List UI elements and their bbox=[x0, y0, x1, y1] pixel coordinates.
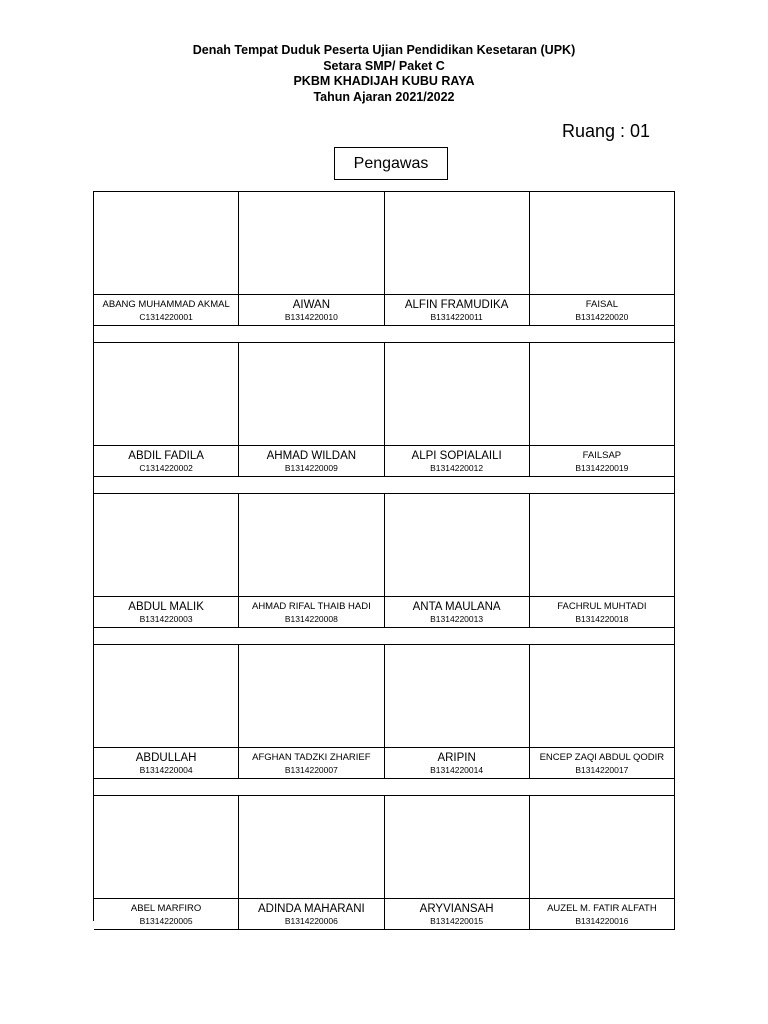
student-name: ABANG MUHAMMAD AKMAL bbox=[102, 298, 230, 310]
seat-info bbox=[94, 295, 239, 326]
seat-info bbox=[385, 446, 530, 477]
seat-photo-box bbox=[94, 645, 239, 748]
room-label: Ruang : 01 bbox=[562, 121, 651, 141]
student-id: C1314220002 bbox=[139, 462, 193, 473]
seat-photo-box bbox=[385, 796, 530, 899]
document-header bbox=[0, 43, 768, 105]
seat-photo-box bbox=[239, 796, 384, 899]
student-name: ABDUL MALIK bbox=[128, 600, 204, 613]
student-name: ARYVIANSAH bbox=[419, 902, 494, 915]
seat-info bbox=[239, 748, 384, 779]
seat-photo-box bbox=[94, 192, 239, 295]
seat-info bbox=[530, 446, 675, 477]
seat-info bbox=[94, 899, 239, 930]
student-id: B1314220015 bbox=[430, 915, 484, 926]
student-id: B1314220012 bbox=[430, 462, 484, 473]
seat-photo-box bbox=[94, 796, 239, 899]
student-name: AIWAN bbox=[292, 298, 331, 311]
seat-photo-box bbox=[530, 192, 675, 295]
student-id: B1314220017 bbox=[575, 764, 629, 775]
institution-name: PKBM KHADIJAH KUBU RAYA bbox=[293, 74, 475, 89]
student-name: ABDULLAH bbox=[135, 751, 197, 764]
seat-photo-box bbox=[385, 494, 530, 597]
seat-info bbox=[239, 295, 384, 326]
academic-year: Tahun Ajaran 2021/2022 bbox=[313, 89, 455, 104]
student-name: AFGHAN TADZKI ZHARIEF bbox=[252, 751, 371, 763]
student-name: FAILSAP bbox=[582, 449, 622, 461]
student-id: B1314220020 bbox=[575, 311, 629, 322]
document-title: Denah Tempat Duduk Peserta Ujian Pendidikan Kesetaran (UPK) bbox=[192, 43, 576, 57]
student-id: B1314220005 bbox=[139, 915, 193, 926]
student-name: ALPI SOPIALAILI bbox=[411, 449, 502, 462]
seat-photo-box bbox=[239, 192, 384, 295]
row-divider bbox=[94, 628, 675, 645]
document-level: Setara SMP/ Paket C bbox=[323, 58, 445, 73]
student-name: ARIPIN bbox=[437, 751, 476, 764]
student-id: B1314220007 bbox=[284, 764, 338, 775]
seat-info bbox=[239, 597, 384, 628]
student-name: FAISAL bbox=[585, 298, 618, 310]
student-id: B1314220009 bbox=[284, 462, 338, 473]
seat-photo-box bbox=[530, 343, 675, 446]
row-divider bbox=[94, 326, 675, 343]
student-name: ADINDA MAHARANI bbox=[258, 902, 365, 915]
student-id: C1314220001 bbox=[139, 311, 193, 322]
student-id: B1314220006 bbox=[284, 915, 338, 926]
row-divider bbox=[94, 779, 675, 796]
student-id: B1314220013 bbox=[430, 613, 484, 624]
seat-photo-box bbox=[530, 494, 675, 597]
seating-grid bbox=[93, 191, 675, 926]
seat-info bbox=[530, 295, 675, 326]
student-name: ANTA MAULANA bbox=[412, 600, 501, 613]
seat-info bbox=[385, 295, 530, 326]
student-id: B1314220016 bbox=[575, 915, 629, 926]
proctor-box: Pengawas bbox=[334, 147, 448, 180]
seat-photo-box bbox=[385, 192, 530, 295]
seat-info bbox=[385, 748, 530, 779]
seat-photo-box bbox=[385, 645, 530, 748]
seat-info bbox=[94, 748, 239, 779]
seat-photo-box bbox=[385, 343, 530, 446]
student-id: B1314220010 bbox=[284, 311, 338, 322]
seat-photo-box bbox=[239, 645, 384, 748]
seat-photo-box bbox=[94, 494, 239, 597]
student-id: B1314220003 bbox=[139, 613, 193, 624]
seat-info bbox=[530, 748, 675, 779]
seat-info bbox=[385, 597, 530, 628]
student-id: B1314220014 bbox=[430, 764, 484, 775]
student-name: ABEL MARFIRO bbox=[130, 902, 202, 914]
student-id: B1314220004 bbox=[139, 764, 193, 775]
student-name: AHMAD WILDAN bbox=[266, 449, 357, 462]
seat-info bbox=[239, 899, 384, 930]
seat-photo-box bbox=[530, 645, 675, 748]
student-name: AUZEL M. FATIR ALFATH bbox=[547, 902, 657, 914]
student-id: B1314220008 bbox=[284, 613, 338, 624]
seat-photo-box bbox=[530, 796, 675, 899]
seat-photo-box bbox=[239, 343, 384, 446]
seat-info bbox=[94, 446, 239, 477]
seat-info bbox=[530, 597, 675, 628]
student-name: ABDIL FADILA bbox=[128, 449, 204, 462]
student-id: B1314220011 bbox=[430, 311, 483, 322]
student-name: ENCEP ZAQI ABDUL QODIR bbox=[539, 751, 665, 763]
student-id: B1314220019 bbox=[575, 462, 629, 473]
student-id: B1314220018 bbox=[575, 613, 629, 624]
student-name: AHMAD RIFAL THAIB HADI bbox=[251, 600, 371, 612]
row-divider bbox=[94, 477, 675, 494]
seat-info bbox=[94, 597, 239, 628]
student-name: FACHRUL MUHTADI bbox=[557, 600, 647, 612]
seat-info bbox=[530, 899, 675, 930]
seat-info bbox=[239, 446, 384, 477]
student-name: ALFIN FRAMUDIKA bbox=[404, 298, 509, 311]
seat-info bbox=[385, 899, 530, 930]
seat-photo-box bbox=[94, 343, 239, 446]
seat-photo-box bbox=[239, 494, 384, 597]
